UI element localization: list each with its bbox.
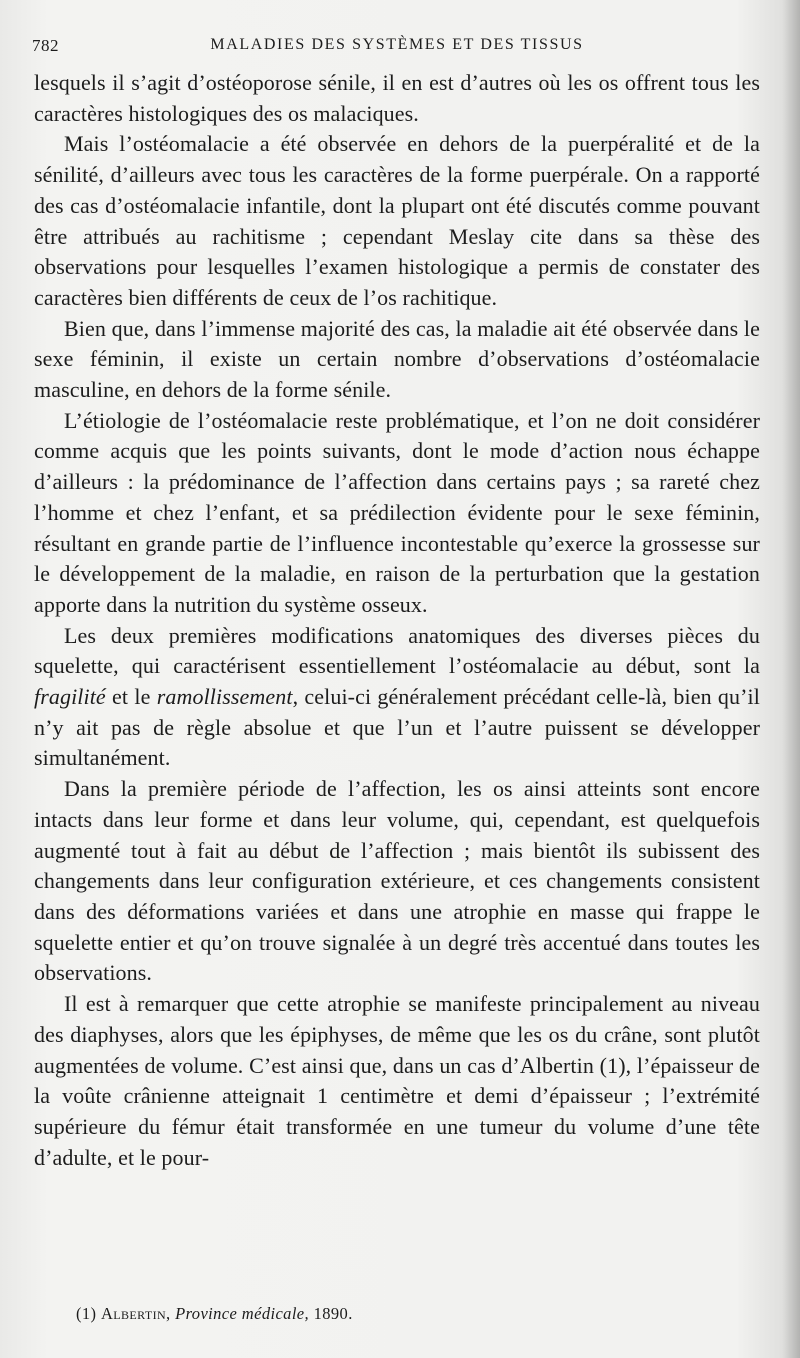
paragraph-5-text-b: et le: [105, 684, 157, 710]
page-header: [32, 36, 762, 64]
footnote: [76, 1304, 353, 1324]
paragraph-7: Il est à remarquer que cette atrophie se manifeste principalement au niveau des diaphyses, alors que les épiphyses, de même que les os du crâne, sont plutôt augmentées de volume. C’est ainsi que, dans un cas d’Albertin (1), l’épaisseur de la voûte crânienne atteignait 1 centimètre et demi d’épaisseur ; l’extrémité supérieure du fémur était transformée en une tumeur du volume d’une tête d’adulte, et le pour-: [34, 991, 760, 1170]
paragraph-1: lesquels il s’agit d’ostéoporose sénile, il en est d’autres où les os offrent tous les caractères histologiques des os malaciques.: [34, 70, 760, 126]
paragraph-5: [34, 621, 760, 775]
running-title: MALADIES DES SYSTÈMES ET DES TISSUS: [210, 36, 584, 53]
paragraph-2: Mais l’ostéomalacie a été observée en dehors de la puerpéralité et de la sénilité, d’ailleurs avec tous les caractères de la forme puerpérale. On a rapporté des cas d’ostéomalacie infantile, dont la plupart ont été discutés comme pouvant être attribués au rachitisme ; cependant Meslay cite dans sa thèse des observations pour lesquelles l’examen histologique a permis de constater des caractères bien différents de ceux de l’os rachitique.: [34, 131, 760, 310]
paragraph-5-text-a: Les deux premières modifications anatomiques des diverses pièces du squelette, qui caractérisent essentiellement l’ostéomalacie au début, sont la: [34, 622, 760, 679]
footnote-source: Province médicale,: [175, 1304, 310, 1323]
page-body: [34, 68, 760, 1173]
emphasis-fragilite: fragilité: [34, 684, 106, 710]
paragraph-6: Dans la première période de l’affection, les os ainsi atteints sont encore intacts dans leur forme et dans leur volume, qui, cependant, est quelquefois augmenté tout à fait au début de l’affection ; mais bientôt ils subissent des changements dans leur configuration extérieure, et ces changements consistent dans des déformations variées et dans une atrophie en masse qui frappe le squelette entier et qu’on trouve signalée à un degré très accentué dans toutes les observations.: [34, 776, 760, 986]
page-gutter-shadow: [782, 0, 800, 1358]
page-number: 782: [32, 36, 59, 55]
footnote-marker: (1): [76, 1304, 97, 1323]
footnote-author: Albertin,: [100, 1304, 171, 1323]
paragraph-5-text-c: , celui-ci généralement précédant celle-là, bien qu’il n’y ait pas de règle absolue et que l’un et l’autre puissent se développer simultanément.: [34, 684, 760, 771]
footnote-year: 1890.: [313, 1304, 353, 1323]
paragraph-4: L’étiologie de l’ostéomalacie reste problématique, et l’on ne doit considérer comme acquis que les points suivants, dont le mode d’action nous échappe d’ailleurs : la prédominance de l’affection dans certains pays ; sa rareté chez l’homme et chez l’enfant, et sa prédilection évidente pour le sexe féminin, résultant en grande partie de l’influence incontestable qu’exerce la grossesse sur le développement de la maladie, en raison de la perturbation que la gestation apporte dans la nutrition du système osseux.: [34, 407, 760, 617]
emphasis-ramollissement: ramollissement: [156, 684, 293, 710]
paragraph-3: Bien que, dans l’immense majorité des cas, la maladie ait été observée dans le sexe féminin, il existe un certain nombre d’observations d’ostéomalacie masculine, en dehors de la forme sénile.: [34, 315, 760, 403]
